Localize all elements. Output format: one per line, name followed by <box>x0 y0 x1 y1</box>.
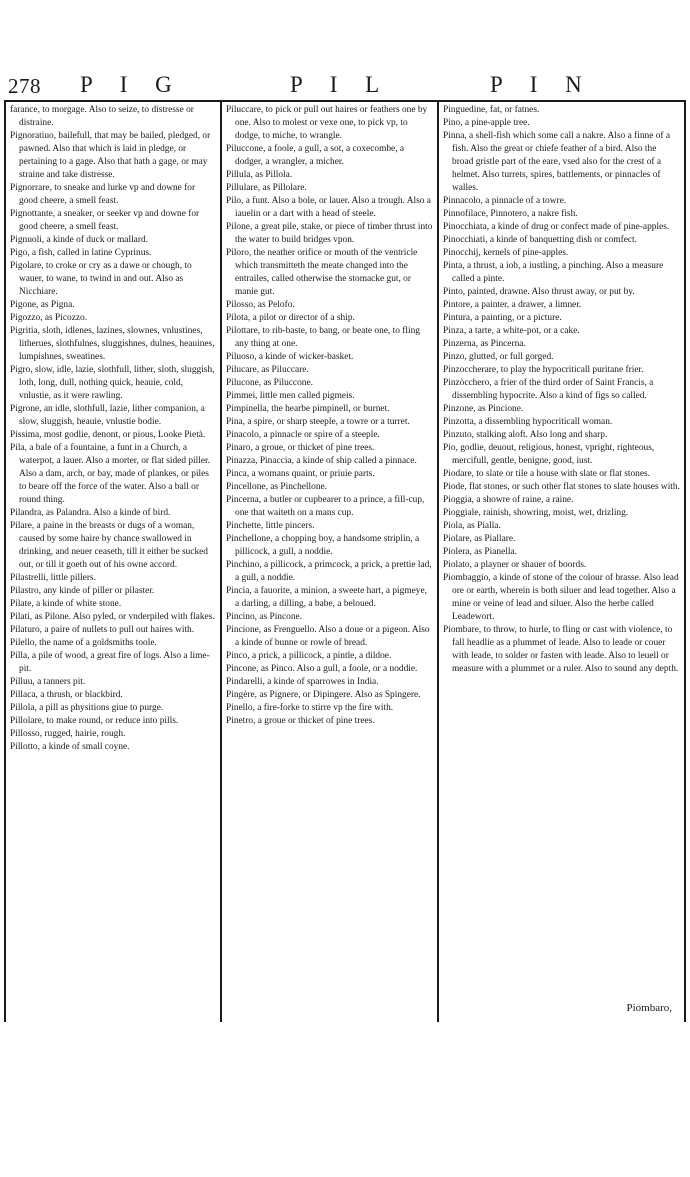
dictionary-entry: Pimpinella, the hearbe pimpinell, or burnet. <box>226 404 390 414</box>
dictionary-entry: Pinazza, Pinaccia, a kinde of ship called a pinnace. <box>226 456 417 466</box>
catchword: Piombaro, <box>626 1002 672 1014</box>
dictionary-entry: Pilello, the name of a goldsmiths toole. <box>10 638 157 648</box>
dictionary-entry: Pincia, a fauorite, a minion, a sweete hart, a pigmeye, a darling, a dilling, a babe, a beloued. <box>226 586 427 609</box>
dictionary-entry: Pillosso, rugged, hairie, rough. <box>10 729 126 739</box>
dictionary-entry: Pinnofilace, Pinnotero, a nakre fish. <box>443 209 578 219</box>
dictionary-entry: Piloro, the neather orifice or mouth of the ventricle which transmitteth the meate changed into the entrailes, called otherwise the stomacke gut, or manie gut. <box>226 248 418 297</box>
dictionary-entry: Pincone, as Pinco. Also a gull, a foole, or a noddie. <box>226 664 418 674</box>
dictionary-entry: Pinguedine, fat, or fatnes. <box>443 105 540 115</box>
dictionary-entry: Pincellone, as Pinchellone. <box>226 482 328 492</box>
dictionary-entry: Pinocchiati, a kinde of banquetting dish or comfect. <box>443 235 637 245</box>
page-header <box>4 72 686 102</box>
dictionary-entry: Pilastro, any kinde of piller or pilaster. <box>10 586 155 596</box>
dictionary-entry: Pinocchij, kernels of pine-apples. <box>443 248 569 258</box>
dictionary-entry: Pindarelli, a kinde of sparrowes in India. <box>226 677 379 687</box>
dictionary-entry: Pinzerna, as Pincerna. <box>443 339 526 349</box>
dictionary-entry: Piolare, as Piallare. <box>443 534 516 544</box>
dictionary-entry: Pingère, as Pignere, or Dipingere. Also as Spingere. <box>226 690 421 700</box>
dictionary-entry: Pilucone, as Piluccone. <box>226 378 313 388</box>
dictionary-entry: Pinzuto, stalking aloft. Also long and sharp. <box>443 430 608 440</box>
dictionary-entry: Pigo, a fish, called in latine Cyprinus. <box>10 248 152 258</box>
dictionary-entry: Pinzoccherare, to play the hypocriticall puritane frier. <box>443 365 644 375</box>
header-rule <box>4 100 686 102</box>
dictionary-entry: Pintore, a painter, a drawer, a limner. <box>443 300 582 310</box>
column-rule-2 <box>437 100 439 1022</box>
page-number: 278 <box>8 74 41 98</box>
dictionary-entry: Pignuoli, a kinde of duck or mallard. <box>10 235 148 245</box>
dictionary-entry: Piluccare, to pick or pull out haires or feathers one by one. Also to molest or vexe one, to pick vp, to dodge, to miche, to wrangle. <box>226 105 428 141</box>
dictionary-entry: Pignoratiuo, bailefull, that may be bailed, pledged, or pawned. Also that which is laid in pledge, or pertaining to a gage. Also that hath a gage, or may straine and take distresse. <box>10 131 211 180</box>
dictionary-entry: Pilluu, a tanners pit. <box>10 677 86 687</box>
dictionary-entry: Pinchino, a pillicock, a primcock, a prick, a prettie lad, a gull, a noddie. <box>226 560 432 583</box>
dictionary-entry: Piolato, a playner or shauer of boords. <box>443 560 587 570</box>
dictionary-entry: Pigone, as Pigna. <box>10 300 75 310</box>
guide-word-right: P I N <box>490 72 593 97</box>
dictionary-entry: Pinchette, little pincers. <box>226 521 315 531</box>
dictionary-entry: Pilati, as Pilone. Also pyled, or vnderpiled with flakes. <box>10 612 215 622</box>
dictionary-entry: Pinza, a tarte, a white-pot, or a cake. <box>443 326 580 336</box>
dictionary-entry: Pillula, as Pillola. <box>226 170 293 180</box>
dictionary-entry: Pigolare, to croke or cry as a dawe or chough, to wauer, to wane, to twind in and out. Also as Nicchiare. <box>10 261 192 297</box>
dictionary-entry: Pio, godlie, deuout, religious, honest, vpright, righteous, mercifull, gentle, benigne, good, iust. <box>443 443 655 466</box>
dictionary-entry: Pilandra, as Palandra. Also a kinde of bird. <box>10 508 171 518</box>
dictionary-entry: Pilastrelli, little pillers. <box>10 573 96 583</box>
dictionary-entry: Pilo, a funt. Also a bole, or lauer. Also a trough. Also a iauelin or a dart with a head of steele. <box>226 196 431 219</box>
dictionary-entry: Piluoso, a kinde of wicker-basket. <box>226 352 354 362</box>
dictionary-entry: Pignorrare, to sneake and lurke vp and downe for good cheere, a smell feast. <box>10 183 196 206</box>
dictionary-entry: Pillulare, as Pillolare. <box>226 183 307 193</box>
guide-word-left: P I G <box>80 72 183 97</box>
dictionary-entry: Piola, as Pialla. <box>443 521 501 531</box>
dictionary-entry: Pinello, a fire-forke to stirre vp the fire with. <box>226 703 394 713</box>
dictionary-entry: Pissima, most godlie, denont, or pious, Looke Pietà. <box>10 430 206 440</box>
dictionary-entry: Pilottare, to rib-baste, to bang, or beate one, to fling any thing at one. <box>226 326 420 349</box>
dictionary-entry: Pilaturo, a paire of nullets to pull out haires with. <box>10 625 195 635</box>
column-rule-left <box>4 100 6 1022</box>
dictionary-entry: Pioggia, a showre of raine, a raine. <box>443 495 574 505</box>
dictionary-entry: Pinzo, glutted, or full gorged. <box>443 352 554 362</box>
dictionary-entry: Pinchellone, a chopping boy, a handsome striplin, a pillicock, a gull, a noddie. <box>226 534 420 557</box>
entry-column-3 <box>443 104 680 1018</box>
entry-column-2 <box>226 104 433 1018</box>
dictionary-entry: Piluccone, a foole, a gull, a sot, a coxecombe, a dodger, a wrangler, a micher. <box>226 144 405 167</box>
dictionary-entry: Pigritia, sloth, idlenes, lazines, slownes, vnlustines, litherues, slothfulnes, sluggishnes, dulnes, heauines, lumpishnes, sweatines. <box>10 326 215 362</box>
dictionary-entry: Pincerna, a butler or cupbearer to a prince, a fill-cup, one that waiteth on a mans cup. <box>226 495 425 518</box>
dictionary-entry: farance, to morgage. Also to seize, to distresse or distraine. <box>10 105 194 128</box>
guide-word-middle: P I L <box>290 72 391 97</box>
dictionary-entry: Pinocchiata, a kinde of drug or confect made of pine-apples. <box>443 222 670 232</box>
dictionary-entry: Pillola, a pill as physitions giue to purge. <box>10 703 164 713</box>
dictionary-entry: Piombare, to throw, to hurle, to fling or cast with violence, to fall headlie as a plummet of leade. Also to leade or couer with leade, to solder or fasten with leade. Also to leuell or measure with a plummet or a ruler. Also to sound any depth. <box>443 625 679 674</box>
dictionary-entry: Pignottante, a sneaker, or seeker vp and downe for good cheere, a smell feast. <box>10 209 200 232</box>
dictionary-entry: Pilone, a great pile, stake, or piece of timber thrust into the water to build bridges vpon. <box>226 222 433 245</box>
dictionary-entry: Pinzone, as Pincione. <box>443 404 524 414</box>
dictionary-entry: Pilate, a kinde of white stone. <box>10 599 122 609</box>
dictionary-entry: Pina, a spire, or sharp steeple, a towre or a turret. <box>226 417 410 427</box>
dictionary-entry: Pilare, a paine in the breasts or dugs of a woman, caused by some haire by chance swallowed in drinking, and neuer ceaseth, till it either be sucked out, or till it goeth out of his owne accord. <box>10 521 208 570</box>
dictionary-entry: Pinacolo, a pinnacle or spire of a steeple. <box>226 430 380 440</box>
column-rule-1 <box>220 100 222 1022</box>
dictionary-entry: Pincino, as Pincone. <box>226 612 303 622</box>
dictionary-entry: Piode, flat stones, or such other flat stones to slate houses with. <box>443 482 680 492</box>
dictionary-entry: Pinetro, a groue or thicket of pine trees. <box>226 716 375 726</box>
dictionary-entry: Pimmei, little men called pigmeis. <box>226 391 355 401</box>
dictionary-page <box>4 72 686 1022</box>
dictionary-entry: Pigrone, an idle, slothfull, lazie, lither companion, a slow, sluggish, heauie, vnlustie bodie. <box>10 404 205 427</box>
dictionary-entry: Pillotto, a kinde of small coyne. <box>10 742 130 752</box>
dictionary-entry: Pila, a bale of a fountaine, a funt in a Church, a waterpot, a lauer. Also a morter, or flat sided piller. Also a dam, arch, or bay, made of plankes, or piles to beare off the force of the water. Also a ball or round thing. <box>10 443 210 505</box>
dictionary-entry: Pillaca, a thrush, or blackbird. <box>10 690 123 700</box>
dictionary-entry: Piombaggio, a kinde of stone of the colour of brasse. Also lead ore or earth, wherein is both siluer and lead together. Also a mine or veine of lead and siluer. Also the herbe called Leadewort. <box>443 573 679 622</box>
dictionary-entry: Pioggiale, rainish, showring, moist, wet, drizling. <box>443 508 629 518</box>
dictionary-entry: Pinaro, a groue, or thicket of pine trees. <box>226 443 375 453</box>
dictionary-entry: Pilucare, as Piluccare. <box>226 365 309 375</box>
dictionary-entry: Piolera, as Pianella. <box>443 547 517 557</box>
dictionary-entry: Pintura, a painting, or a picture. <box>443 313 562 323</box>
dictionary-entry: Pincione, as Frenguello. Also a doue or a pigeon. Also a kinde of bunne or rowle of bread. <box>226 625 430 648</box>
dictionary-entry: Pino, a pine-apple tree. <box>443 118 530 128</box>
dictionary-entry: Pilla, a pile of wood, a great fire of logs. Also a lime-pit. <box>10 651 210 674</box>
dictionary-entry: Piodare, to slate or tile a house with slate or flat stones. <box>443 469 650 479</box>
dictionary-entry: Pinzotta, a dissembling hypocriticall woman. <box>443 417 613 427</box>
column-rule-right <box>684 100 686 1022</box>
dictionary-entry: Pinnacolo, a pinnacle of a towre. <box>443 196 567 206</box>
dictionary-entry: Pillolare, to make round, or reduce into pills. <box>10 716 179 726</box>
dictionary-entry: Pinta, a thrust, a iob, a iustling, a pinching. Also a measure called a pinte. <box>443 261 664 284</box>
dictionary-entry: Pigro, slow, idle, lazie, slothfull, lither, sloth, sluggish, loth, long, dull, nothing quick, heauie, cold, vnlustie, as it were rawling. <box>10 365 215 401</box>
dictionary-entry: Pilota, a pilot or director of a ship. <box>226 313 355 323</box>
dictionary-entry: Pinto, painted, drawne. Also thrust away, or put by. <box>443 287 635 297</box>
dictionary-entry: Pilosso, as Pelofo. <box>226 300 295 310</box>
dictionary-entry: Pinzòcchero, a frier of the third order of Saint Francis, a dissembling hypocrite. Also a kind of figs so called. <box>443 378 654 401</box>
dictionary-entry: Pigozzo, as Picozzo. <box>10 313 88 323</box>
dictionary-entry: Pinna, a shell-fish which some call a nakre. Also a finne of a fish. Also the great or chiefe feather of a bird. Also the broad gristle part of the eare, vsed also for the crest of a helmet. Also turrets, spires, battlements, or pinnacles of walles. <box>443 131 671 193</box>
entry-column-1 <box>10 104 216 1018</box>
dictionary-entry: Pinco, a prick, a pillicock, a pintle, a dildoe. <box>226 651 392 661</box>
dictionary-entry: Pinca, a womans quaint, or priuie parts. <box>226 469 375 479</box>
